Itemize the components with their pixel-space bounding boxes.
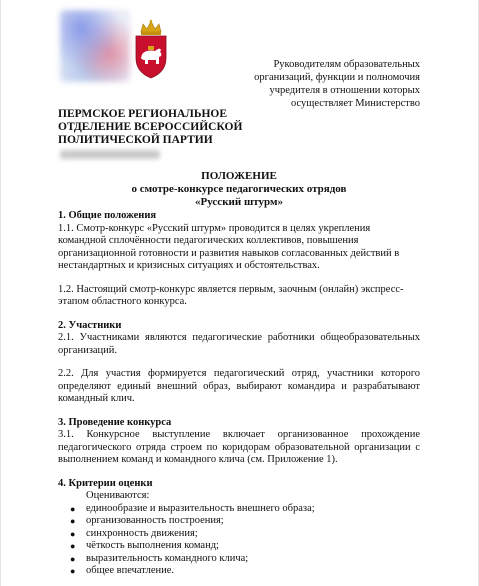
title-line: «Русский штурм» <box>195 196 283 208</box>
document-title <box>58 170 420 209</box>
section-heading: 3. Проведение конкурса <box>58 416 172 428</box>
list-item-text: выразительность командного клича; <box>86 552 249 564</box>
list-item-text: общее впечатление. <box>86 565 175 576</box>
paragraph: 3.1. Конкурсное выступление включает организованное прохождение педагогического отряда строем по коридорам образовательной организации с выполнением команд и командного клича (см. Приложение 1). <box>58 429 420 465</box>
list-item-text: единообразие и выразительность внешнего образа; <box>86 502 315 514</box>
list-item <box>58 553 420 566</box>
bullet-icon: ● <box>70 528 76 539</box>
sender-line: ОТДЕЛЕНИЕ ВСЕРОССИЙСКОЙ <box>58 121 243 133</box>
addressee-block <box>230 58 420 110</box>
title-line: о смотре-конкурсе педагогических отрядов <box>131 183 347 195</box>
list-item-text: чёткость выполнения команд; <box>86 540 219 551</box>
bullet-icon: ● <box>70 553 76 564</box>
title-line: ПОЛОЖЕНИЕ <box>201 170 277 182</box>
section-heading: 2. Участники <box>58 319 122 331</box>
section-heading: 4. Критерии оценки <box>58 477 153 489</box>
redacted-text <box>60 150 160 159</box>
section-heading: 1. Общие положения <box>58 210 157 221</box>
book-icon <box>148 46 154 50</box>
bullet-icon: ● <box>70 503 76 514</box>
paragraph: 1.2. Настоящий смотр-конкурс является первым, заочным (онлайн) экспресс-этапом областного конкурса. <box>58 283 404 307</box>
paragraph: 1.1. Смотр-конкурс «Русский штурм» проводится в целях укрепления командной сплочённости педагогических коллективов, повышения организационной готовности и развития навыков согласованных действий в нестандартных и кризисных ситуациях и обстоятельствах. <box>58 222 400 271</box>
criteria-list <box>58 503 420 578</box>
bullet-icon: ● <box>70 566 76 576</box>
list-item <box>58 528 420 541</box>
sender-block <box>58 108 258 147</box>
document-body <box>58 210 420 578</box>
addressee-line: учредителя в отношении которых <box>269 85 420 96</box>
list-item <box>58 565 420 578</box>
paragraph: 2.1. Участниками являются педагогические работники общеобразовательных организаций. <box>58 332 420 356</box>
sender-line: ПЕРМСКОЕ РЕГИОНАЛЬНОЕ <box>58 108 228 120</box>
crown-icon <box>141 20 161 35</box>
bullet-icon: ● <box>70 516 76 526</box>
bullet-icon: ● <box>70 541 76 551</box>
paragraph: 2.2. Для участия формируется педагогический отряд, участники которого определяют единый внешний образ, выбирают командира и разрабатывают командный клич. <box>58 368 420 404</box>
coat-of-arms-icon <box>133 18 169 80</box>
sender-line: ПОЛИТИЧЕСКОЙ ПАРТИИ <box>58 134 213 146</box>
list-item-text: организованность построения; <box>86 515 224 526</box>
addressee-line: осуществляет Министерство <box>290 98 420 109</box>
list-item <box>58 503 420 516</box>
list-item <box>58 515 420 528</box>
blurred-logo <box>60 10 130 82</box>
list-item-text: синхронность движения; <box>86 527 198 539</box>
addressee-line: Руководителям образовательных <box>273 59 420 70</box>
list-item <box>58 540 420 553</box>
addressee-line: организаций, функции и полномочия <box>254 72 420 83</box>
criteria-intro: Оцениваются: <box>86 490 150 501</box>
